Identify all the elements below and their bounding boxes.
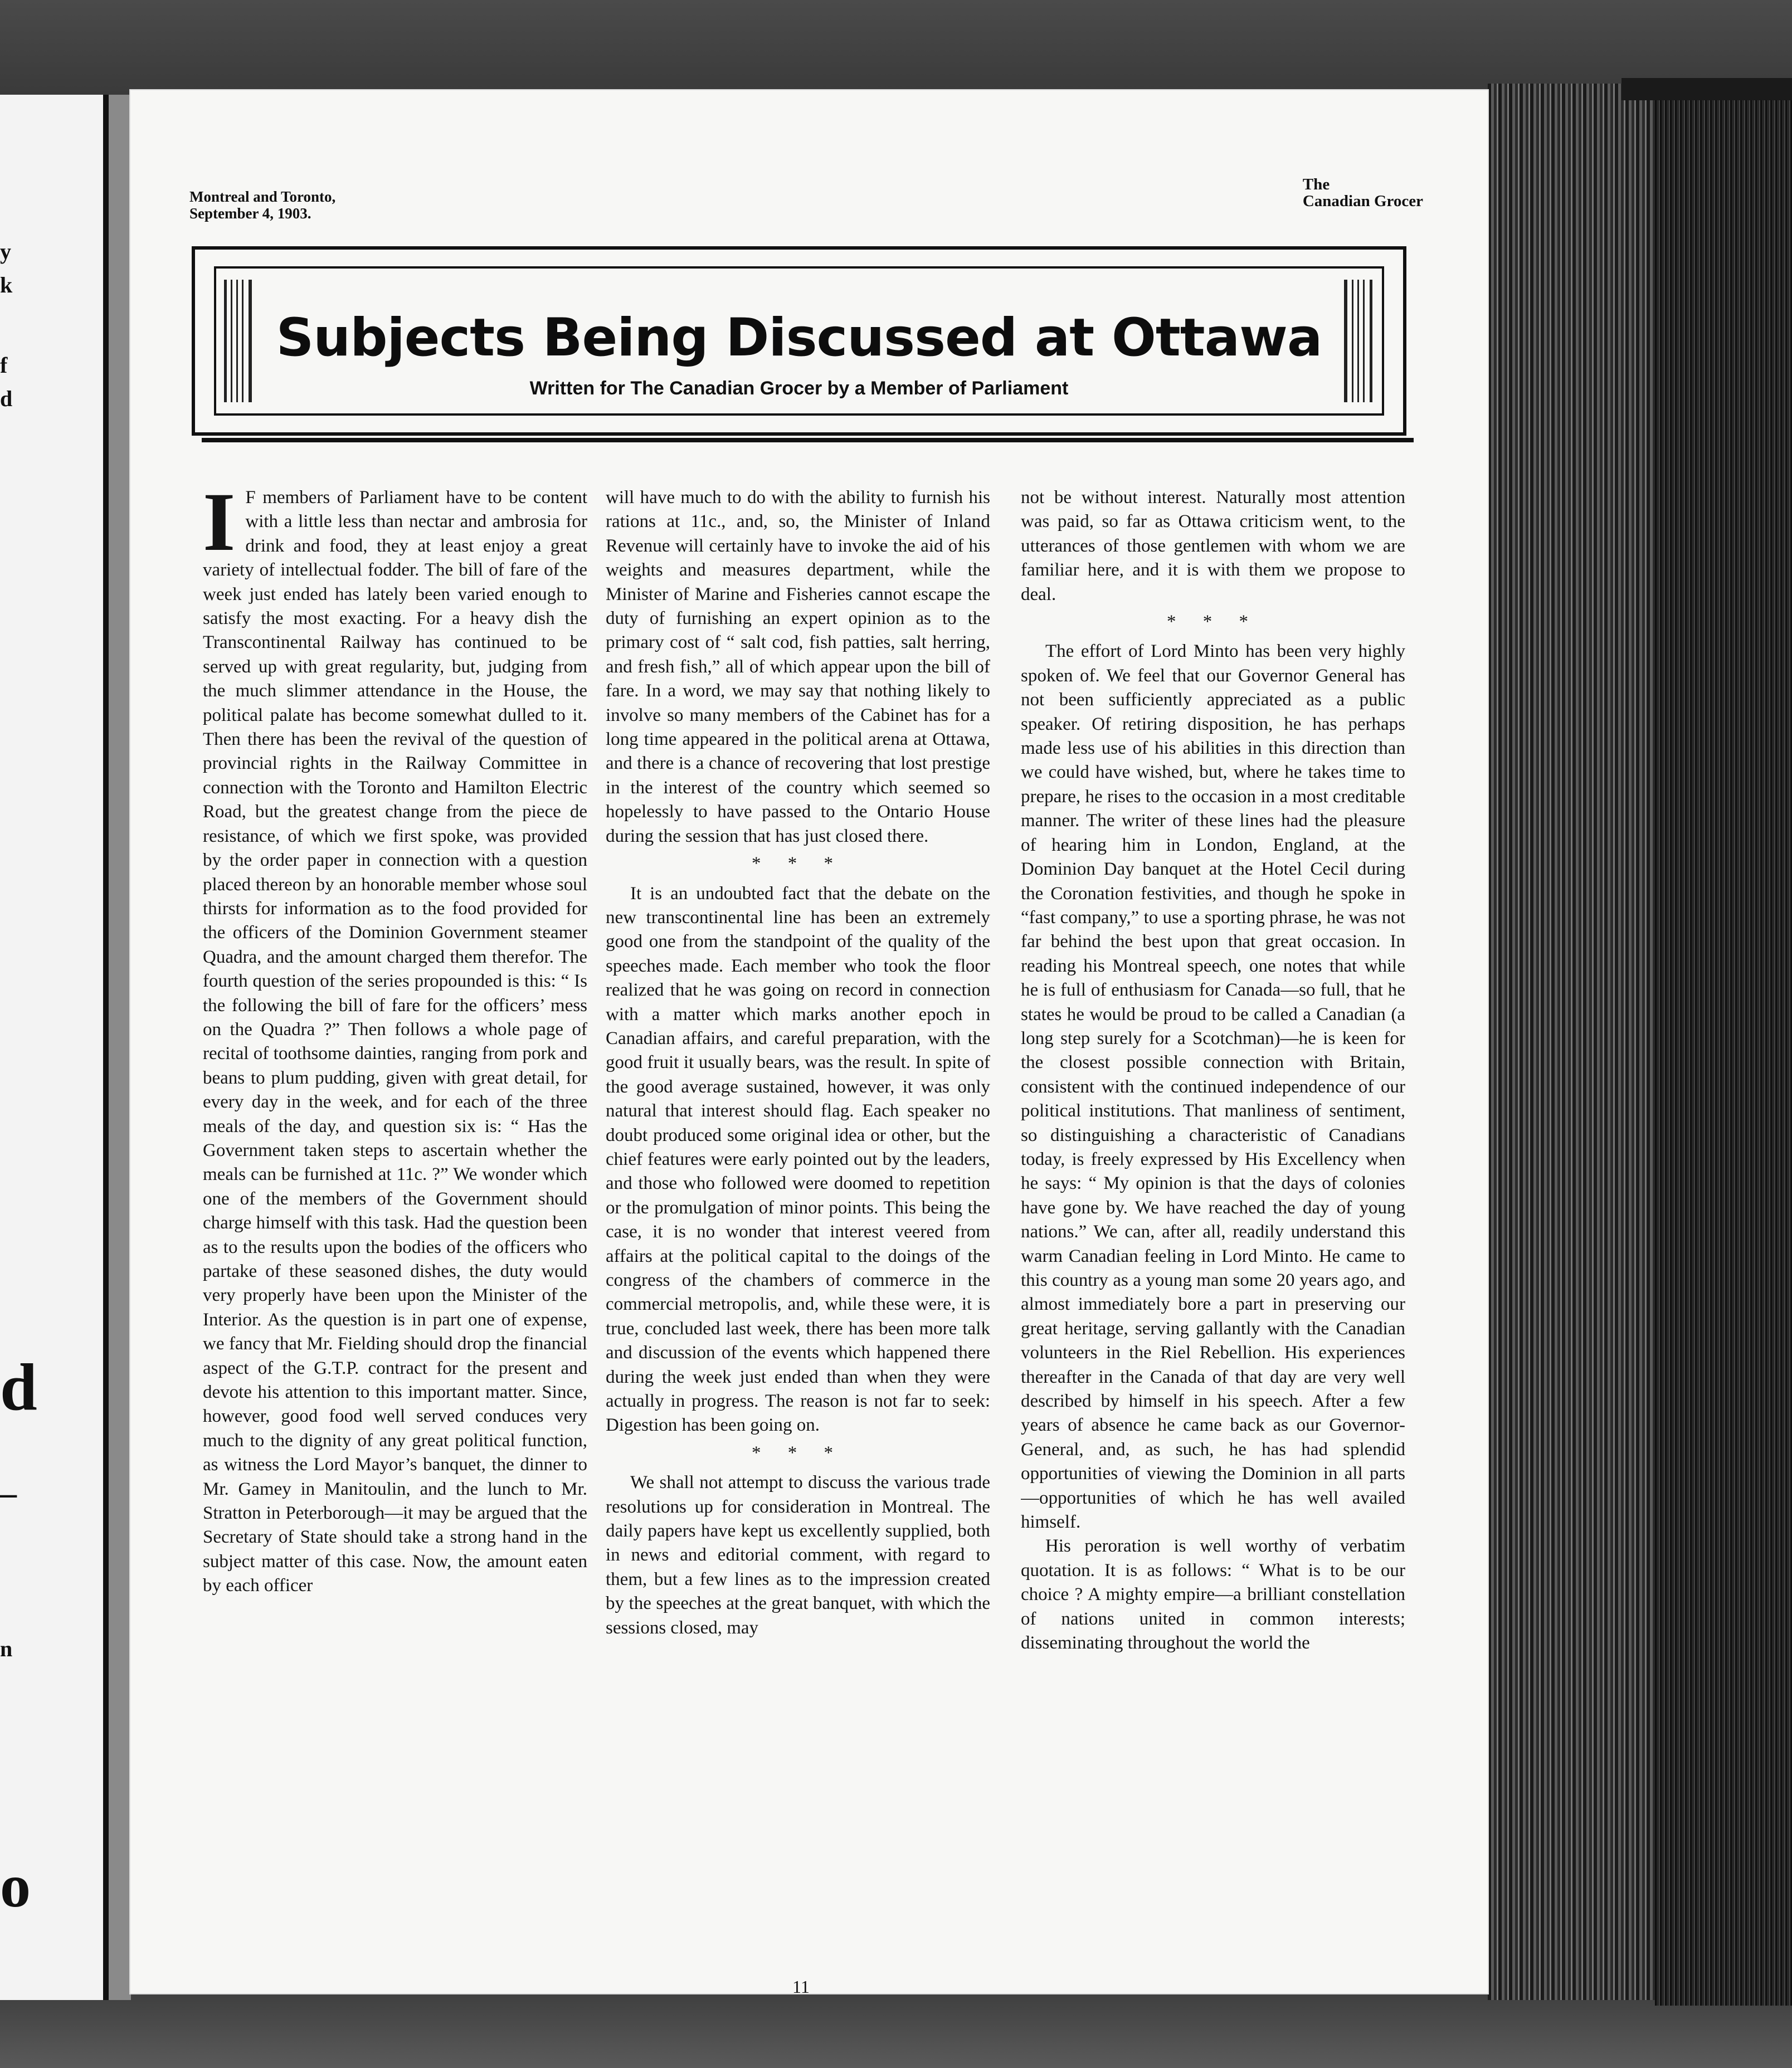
header-location: Montreal and Toronto, (189, 188, 336, 205)
header-publication-the: The (1302, 175, 1330, 193)
page-number: 11 (792, 1977, 810, 1997)
adjacent-page-fragment: n (0, 1636, 13, 1661)
adjacent-page-fragment: o (0, 1852, 31, 1920)
header-publication-name: Canadian Grocer (1302, 192, 1423, 210)
adjacent-page-fragment: y (0, 239, 11, 264)
book-gutter (109, 95, 131, 2000)
paragraph-text: F members of Parliament have to be content with a little less than nectar and ambrosia for drink and food, they at least enjoy a great variety of intellectual fodder. The bill of fare of the week just ended has lately been varied enough to satisfy the most exacting. For a heavy dish the Transcontinental Railway has continued to be served up with great regularity, but, judging from the much slimmer attendance in the House, the political palate has become somewhat dulled to it. Then there has been the revival of the question of provincial rights in the Railway Committee in connection with the Toronto and Hamilton Electric Road, but the greatest change from the piece de resistance, of which we first spoke, was provided by the order paper in connection with a question placed thereon by an honorable member whose soul thirsts for information as to the food provided for the officers of the Dominion Government steamer Quadra, and the amount charged them therefor. The fourth question of the series propounded is this: “ Is the following the bill of fare for the officers’ mess on the Quadra ?” Then follows a whole page of recital of toothsome dainties, ranging from pork and beans to plum pudding, given with great detail, for every day in the week, and for each of the three meals of the day, and question six is: “ Has the Government taken steps to ascertain whether the meals can be furnished at 11c. ?” We wonder which one of the members of the Government should charge himself with this task. Had the question been as to the results upon the bodies of the officers who partake of these seasoned dishes, the duty would very properly have been upon the Minister of the Interior. As the question is in part one of expense, we fancy that Mr. Fielding should drop the financial aspect of the G.T.P. contract for the present and devote his attention to this important matter. Since, however, good food well served conduces very much to the dignity of any great political function, as witness the Lord Mayor’s banquet, the dinner to Mr. Gamey in Manitoulin, and the lunch to Mr. Stratton in Peterborough—it may be argued that the Secretary of State should take a strong hand in the subject matter of this case. Now, the amount eaten by each officer (203, 487, 587, 1596)
section-separator: * * * (752, 853, 844, 874)
article-paragraph: We shall not attempt to discuss the various trade resolutions up for consideration in Montreal. The daily papers have kept us excellently supplied, both in news and editorial comment, with regard to them, but a few lines as to the impression created by the speeches at the great banquet, with which the sessions closed, may (606, 1472, 990, 1638)
article-paragraph: His peroration is well worthy of verbatim quotation. It is as follows: “ What is to be our choice ? A mighty empire—a brilliant constellation of nations united in common interests; disseminating throughout the world the (1021, 1536, 1405, 1654)
magazine-page (129, 89, 1489, 1997)
scan-background-top (0, 0, 1792, 95)
article-column-1 (203, 486, 587, 1973)
adjacent-page-fragment: d (0, 386, 13, 411)
article-paragraph: The effort of Lord Minto has been very highly spoken of. We feel that our Governor General has not been sufficiently appreciated as a public speaker. Of retiring disposition, he has perhaps made less use of his abilities in this direction than we could have wished, but, where he takes time to prepare, he rises to the occasion in a most creditable manner. The writer of these lines had the pleasure of hearing him in London, England, at the Dominion Day banquet at the Hotel Cecil during the Coronation festivities, and though he spoke in “fast company,” to use a sporting phrase, he was not far behind the best upon that great occasion. In reading his Montreal speech, one notes that while he is full of enthusiasm for Canada—so full, that he states he would be proud to be called a Canadian (a long step surely for a Scotchman)—he is keen for the closest possible connection with Britain, consistent with the continued independence of our political institutions. That manliness of sentiment, so distinguishing a characteristic of Canadians today, is freely expressed by His Excellency when he says: “ My opinion is that the days of colonies have gone by. We have reached the day of young nations.” We can, after all, readily understand this warm Canadian feeling in Lord Minto. He came to this country as a young man some 20 years ago, and almost immediately bore a part in preserving our great heritage, serving gallantly with the Canadian volunteers in the Riel Rebellion. His experiences thereafter in the Canada of that day are very well described by himself in his speech. After a few years of absence he came back as our Governor-General, and, as such, he has had splendid opportunities of viewing the Dominion in all parts—opportunities of which he has well availed himself. (1021, 641, 1405, 1533)
article-paragraph: will have much to do with the ability to furnish his rations at 11c., and, so, the Minister of Inland Revenue will certainly have to invoke the aid of his weights and measures department, while the Minister of Marine and Fisheries cannot escape the duty of furnishing an expert opinion as to the primary cost of “ salt cod, fish patties, salt herring, and fresh fish,” all of which appear upon the bill of fare. In a word, we may say that nothing likely to involve so many members of the Cabinet has for a long time appeared in the political arena at Ottawa, and there is a chance of recovering that lost prestige in the interest of the country which seemed so hopelessly to have passed to the Ontario House during the session that has just closed there. (606, 487, 990, 846)
article-column-3 (1021, 486, 1405, 1973)
adjacent-page-fragment: k (0, 272, 13, 297)
adjacent-page-fragment: d (0, 1350, 37, 1424)
book-cover-edge (1655, 78, 1792, 2006)
article-subtitle: Written for The Canadian Grocer by a Member of Parliament (529, 378, 1069, 399)
article-column-2 (606, 486, 990, 1973)
title-banner-inner-frame (214, 266, 1384, 416)
article-paragraph: not be without interest. Naturally most attention was paid, so far as Ottawa criticism went, to the utterances of those gentlemen with whom we are familiar here, and it is with them we propose to deal. (1021, 487, 1405, 604)
page-header-dateline (189, 188, 335, 222)
drop-cap: I (203, 486, 236, 568)
header-date: September 4, 1903. (189, 205, 311, 222)
title-banner-shadow-rule (202, 438, 1414, 442)
adjacent-page-edge (0, 95, 109, 2000)
article-paragraph: It is an undoubted fact that the debate on the new transcontinental line has been an extremely good one from the standpoint of the quality of the speeches made. Each member who took the floor realized that he was going on record in connection with a matter which marks another epoch in Canadian affairs, and careful preparation, with the good fruit it usually bears, was the result. In spite of the good average sustained, however, it was only natural that interest should flag. Each speaker no doubt produced some original idea or other, but the chief features were early pointed out by the leaders, and those who followed were doomed to repetition or the promulgation of minor points. This being the case, it is no wonder that interest veered from affairs at the political capital to the doings of the congress of the chambers of commerce in the commercial metropolis, and, while these were, it is true, concluded last week, there has been more talk and discussion of the events which happened there during the week just ended than when they were actually in progress. The reason is not far to seek: Digestion has been going on. (606, 883, 990, 1436)
book-cover-top (1621, 78, 1792, 100)
adjacent-page-fragment: f (0, 353, 8, 378)
adjacent-page-fragment: – (0, 1475, 17, 1511)
article-title: Subjects Being Discussed at Ottawa (276, 308, 1322, 368)
section-separator: * * * (752, 1442, 844, 1463)
section-separator: * * * (1167, 612, 1259, 632)
article-paragraph (203, 486, 587, 1598)
page-header-publication (1303, 176, 1423, 209)
book-page-edges (1488, 84, 1655, 2000)
title-banner (192, 246, 1406, 436)
